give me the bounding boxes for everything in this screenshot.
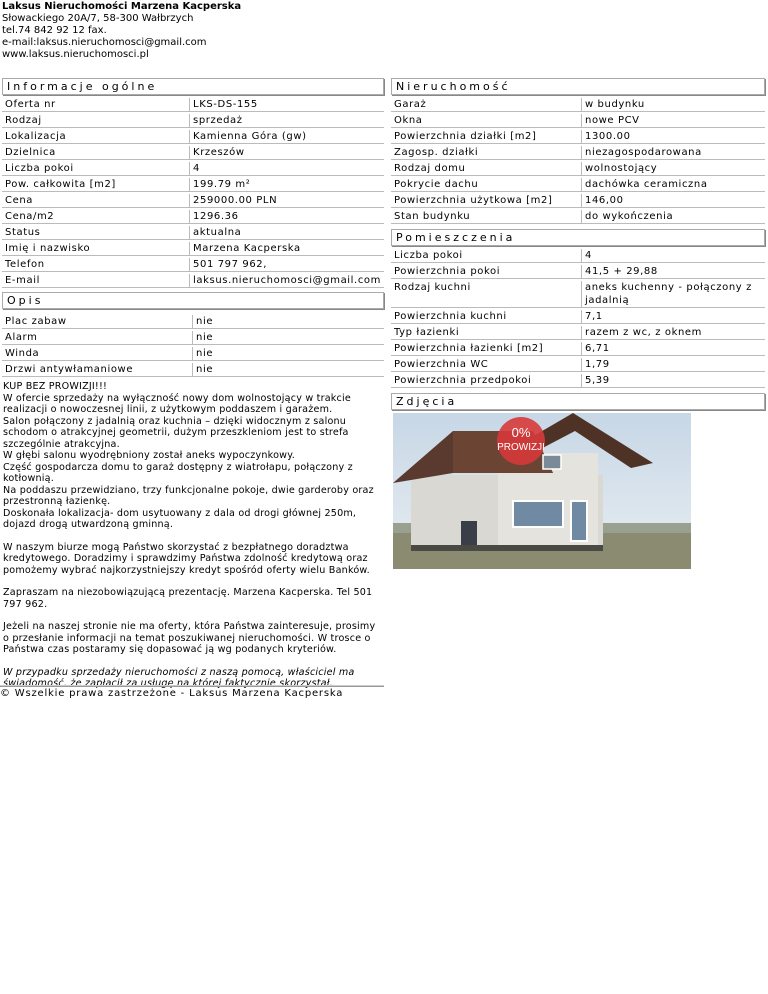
- property-row: [391, 210, 765, 224]
- opis-value: nie: [192, 347, 384, 361]
- opis-row: [2, 331, 384, 345]
- general-label: Lokalizacja: [2, 130, 189, 144]
- rooms-value: 41,5 + 29,88: [581, 265, 765, 279]
- general-value: 501 797 962,: [189, 258, 384, 272]
- property-value: 146,00: [581, 194, 765, 208]
- rooms-value: 4: [581, 249, 765, 263]
- property-value: do wykończenia: [581, 210, 765, 224]
- property-value: 1300.00: [581, 130, 765, 144]
- property-row: [391, 130, 765, 144]
- general-label: E-mail: [2, 274, 189, 288]
- property-label: Zagosp. działki: [391, 146, 581, 160]
- general-label: Liczba pokoi: [2, 162, 189, 176]
- general-row: [2, 162, 384, 176]
- property-row: [391, 162, 765, 176]
- company-phone: tel.74 842 92 12 fax.: [2, 25, 107, 36]
- rooms-row: [391, 281, 765, 308]
- footer: © Wszelkie prawa zastrzeżone - Laksus Marzena Kacperska: [0, 686, 384, 699]
- description-note: W przypadku sprzedaży nieruchomości z naszą pomocą, właściciel ma świadomość, że zapłacił za usługę na której faktycznie skorzystał.: [3, 666, 355, 689]
- right-column: [391, 78, 765, 572]
- general-label: Imię i nazwisko: [2, 242, 189, 256]
- rooms-label: Rodzaj kuchni: [391, 281, 581, 308]
- rooms-label: Powierzchnia kuchni: [391, 310, 581, 324]
- property-label: Powierzchnia działki [m2]: [391, 130, 581, 144]
- general-value: 259000.00 PLN: [189, 194, 384, 208]
- property-row: [391, 146, 765, 160]
- rooms-label: Powierzchnia przedpokoi: [391, 374, 581, 388]
- house-photo-image: [393, 413, 691, 569]
- badge-percent: 0%: [511, 425, 531, 440]
- rooms-section-title: Pomieszczenia: [391, 229, 765, 246]
- general-section-title: Informacje ogólne: [2, 78, 384, 95]
- general-label: Cena/m2: [2, 210, 189, 224]
- general-label: Telefon: [2, 258, 189, 272]
- description-paragraph-1: KUP BEZ PROWIZJI!!! W ofercie sprzedaży na wyłączność nowy dom wolnostojący w trakcie realizacji o nowoczesnej linii, z użytkowym poddaszem i garażem. Salon połączony z jadalnią oraz kuchnia – dzięki widocznym z salonu schodom o atrakcyjnej geometrii, dużym przeszkleniom jest to strefa szczególnie atrakcyjna. W głębi salonu wyodrębniony został aneks wypoczynkowy. Część gospodarcza domu to garaż dostępny z wiatrołapu, połączony z kotłownią. Na poddaszu przewidziano, trzy funkcjonalne pokoje, dwie garderoby oraz przestronną łazienkę. Doskonała lokalizacja- dom usytuowany z dala od drogi głównej 250m, dojazd drogą utwardzoną gminną.: [3, 381, 374, 530]
- property-row: [391, 114, 765, 128]
- rooms-value: 1,79: [581, 358, 765, 372]
- general-label: Dzielnica: [2, 146, 189, 160]
- rooms-row: [391, 310, 765, 324]
- general-value: 199.79 m²: [189, 178, 384, 192]
- rooms-row: [391, 374, 765, 388]
- property-label: Pokrycie dachu: [391, 178, 581, 192]
- rooms-label: Powierzchnia łazienki [m2]: [391, 342, 581, 356]
- rooms-value: razem z wc, z oknem: [581, 326, 765, 340]
- opis-row: [2, 347, 384, 361]
- opis-value: nie: [192, 331, 384, 345]
- window-icon: [461, 521, 477, 545]
- rooms-row: [391, 249, 765, 263]
- general-row: [2, 114, 384, 128]
- property-photo[interactable]: [391, 413, 765, 572]
- general-value: Kamienna Góra (gw): [189, 130, 384, 144]
- left-column: [2, 78, 384, 701]
- general-value: 1296.36: [189, 210, 384, 224]
- general-row: [2, 178, 384, 192]
- property-value: dachówka ceramiczna: [581, 178, 765, 192]
- general-row: [2, 258, 384, 272]
- rooms-value: aneks kuchenny - połączony z jadalnią: [581, 281, 765, 308]
- opis-value: nie: [192, 315, 384, 329]
- opis-label: Winda: [2, 347, 192, 361]
- general-row: [2, 98, 384, 112]
- opis-label: Drzwi antywłamaniowe: [2, 363, 192, 377]
- property-label: Rodzaj domu: [391, 162, 581, 176]
- property-section-title: Nieruchomość: [391, 78, 765, 95]
- rooms-row: [391, 358, 765, 372]
- property-value: niezagospodarowana: [581, 146, 765, 160]
- rooms-value: 7,1: [581, 310, 765, 324]
- general-label: Cena: [2, 194, 189, 208]
- general-value: LKS-DS-155: [189, 98, 384, 112]
- property-value: wolnostojący: [581, 162, 765, 176]
- general-value: Marzena Kacperska: [189, 242, 384, 256]
- general-label: Status: [2, 226, 189, 240]
- general-table: [2, 96, 384, 290]
- general-value: aktualna: [189, 226, 384, 240]
- opis-row: [2, 363, 384, 377]
- general-row: [2, 146, 384, 160]
- general-value: 4: [189, 162, 384, 176]
- property-table: [391, 96, 765, 226]
- rooms-row: [391, 265, 765, 279]
- company-name: Laksus Nieruchomości Marzena Kacperska: [2, 1, 242, 12]
- general-row: [2, 210, 384, 224]
- opis-value: nie: [192, 363, 384, 377]
- opis-table: [2, 313, 384, 379]
- description-paragraph-4: Jeżeli na naszej stronie nie ma oferty, która Państwa zainteresuje, prosimy o przesłanie informacji na temat poszukiwanej nieruchomości. W trosce o Państwa czas postaramy się dopasować ją wg podanych kryteriów.: [3, 621, 376, 655]
- property-label: Stan budynku: [391, 210, 581, 224]
- general-row: [2, 194, 384, 208]
- property-label: Garaż: [391, 98, 581, 112]
- rooms-label: Powierzchnia pokoi: [391, 265, 581, 279]
- general-row: [2, 242, 384, 256]
- property-value: w budynku: [581, 98, 765, 112]
- rooms-row: [391, 342, 765, 356]
- general-value: Krzeszów: [189, 146, 384, 160]
- general-row: [2, 130, 384, 144]
- opis-section-title: Opis: [2, 292, 384, 309]
- general-label: Rodzaj: [2, 114, 189, 128]
- agency-header: [2, 1, 241, 61]
- opis-label: Plac zabaw: [2, 315, 192, 329]
- general-value: sprzedaż: [189, 114, 384, 128]
- property-value: nowe PCV: [581, 114, 765, 128]
- rooms-label: Powierzchnia WC: [391, 358, 581, 372]
- rooms-label: Typ łazienki: [391, 326, 581, 340]
- general-row: [2, 274, 384, 288]
- general-label: Oferta nr: [2, 98, 189, 112]
- company-website[interactable]: www.laksus.nieruchomosci.pl: [2, 49, 149, 60]
- description-paragraph-3: Zapraszam na niezobowiązującą prezentację. Marzena Kacperska. Tel 501 797 962.: [3, 587, 373, 610]
- rooms-label: Liczba pokoi: [391, 249, 581, 263]
- property-label: Powierzchnia użytkowa [m2]: [391, 194, 581, 208]
- company-address: Słowackiego 20A/7, 58-300 Wałbrzych: [2, 13, 194, 24]
- property-row: [391, 178, 765, 192]
- rooms-value: 6,71: [581, 342, 765, 356]
- property-row: [391, 98, 765, 112]
- property-label: Okna: [391, 114, 581, 128]
- description: [2, 381, 384, 690]
- rooms-value: 5,39: [581, 374, 765, 388]
- opis-label: Alarm: [2, 331, 192, 345]
- general-row: [2, 226, 384, 240]
- property-row: [391, 194, 765, 208]
- general-value: laksus.nieruchomosci@gmail.com: [189, 274, 384, 288]
- general-label: Pow. całkowita [m2]: [2, 178, 189, 192]
- description-paragraph-2: W naszym biurze mogą Państwo skorzystać z bezpłatnego doradztwa kredytowego. Doradzimy i sprawdzimy Państwa zdolność kredytową oraz pomożemy wybrać najkorzystniejszy kredyt spośród oferty wielu Banków.: [3, 541, 370, 576]
- opis-row: [2, 315, 384, 329]
- company-email: e-mail:laksus.nieruchomosci@gmail.com: [2, 37, 207, 48]
- rooms-row: [391, 326, 765, 340]
- rooms-table: [391, 247, 765, 390]
- photos-section-title: Zdjęcia: [391, 393, 765, 410]
- badge-text: PROWIZJI: [497, 442, 545, 453]
